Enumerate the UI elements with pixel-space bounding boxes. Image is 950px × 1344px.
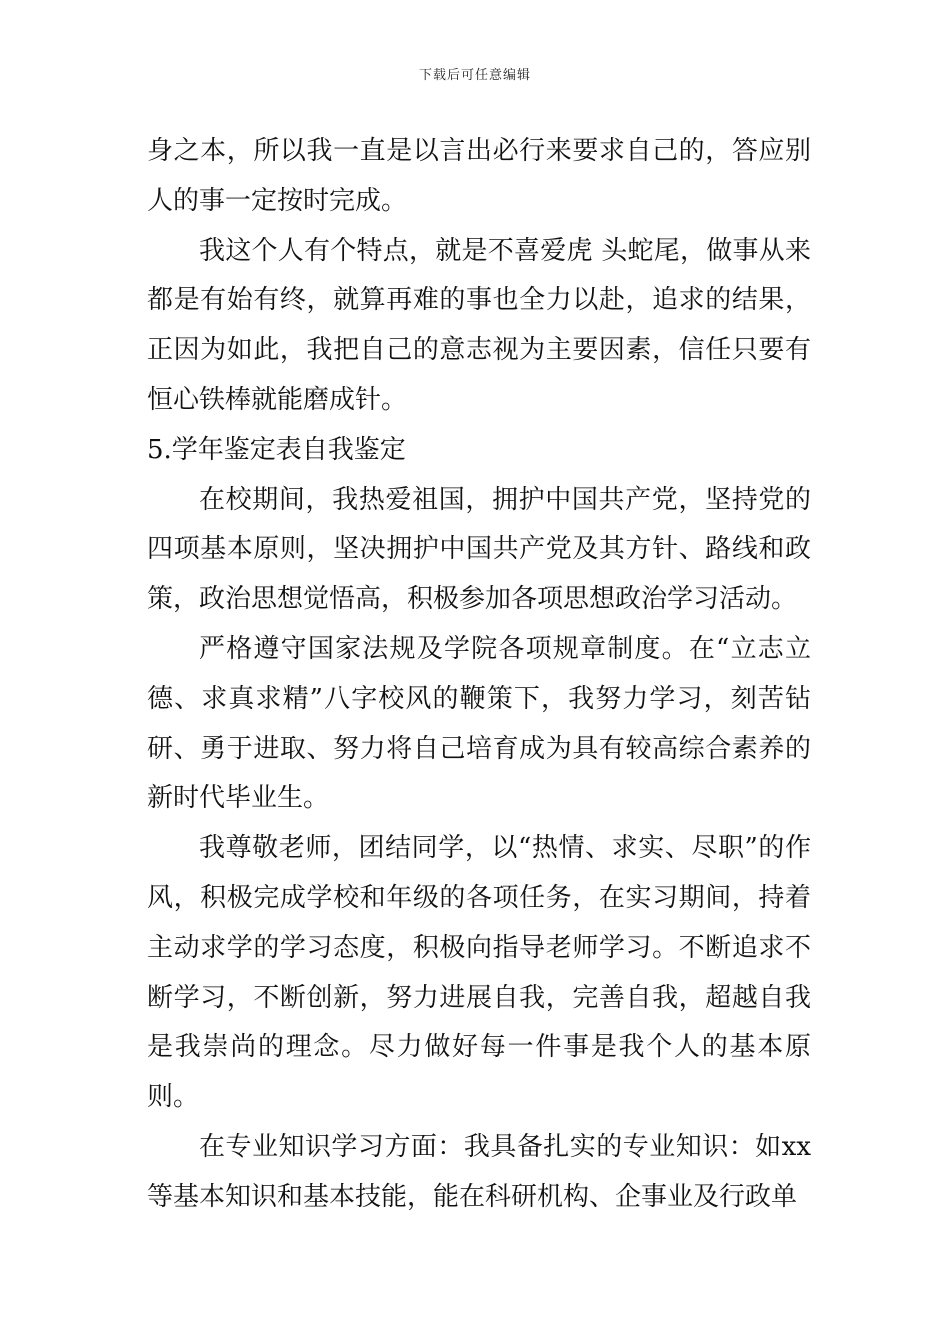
- paragraph-discipline: 严格遵守国家法规及学院各项规章制度。在“立志立德、求真求精”八字校风的鞭策下，我努力学习，刻苦钻研、勇于进取、努力将自己培育成为具有较高综合素养的新时代毕业生。: [147, 633, 811, 814]
- paragraph-teamwork: 我尊敬老师，团结同学，以“热情、求实、尽职”的作风，积极完成学校和年级的各项任务，在实习期间，持着主动求学的学习态度，积极向指导老师学习。不断追求不断学习，不断创新，努力进展自我，完善自我，超越自我是我崇尚的理念。尽力做好每一件事是我个人的基本原则。: [147, 833, 811, 1113]
- section-heading: 5.学年鉴定表自我鉴定: [147, 434, 406, 465]
- paragraph-personality: 我这个人有个特点，就是不喜爱虎 头蛇尾，做事从来都是有始有终，就算再难的事也全力以赴，追求的结果，正因为如此，我把自己的意志视为主要因素，信任只要有恒心铁棒就能磨成针。: [147, 235, 811, 415]
- paragraph-political: 在校期间，我热爱祖国，拥护中国共产党，坚持党的四项基本原则，坚决拥护中国共产党及其方针、路线和政策，政治思想觉悟高，积极参加各项思想政治学习活动。: [147, 484, 811, 615]
- document-body: [147, 127, 811, 1223]
- paragraph-continuation: 身之本，所以我一直是以言出必行来要求自己的，答应别人的事一定按时完成。: [147, 136, 811, 216]
- page-header: 下载后可任意编辑: [418, 68, 531, 83]
- paragraph-professional: 在专业知识学习方面：我具备扎实的专业知识：如xx等基本知识和基本技能，能在科研机构、企事业及行政单: [147, 1131, 811, 1212]
